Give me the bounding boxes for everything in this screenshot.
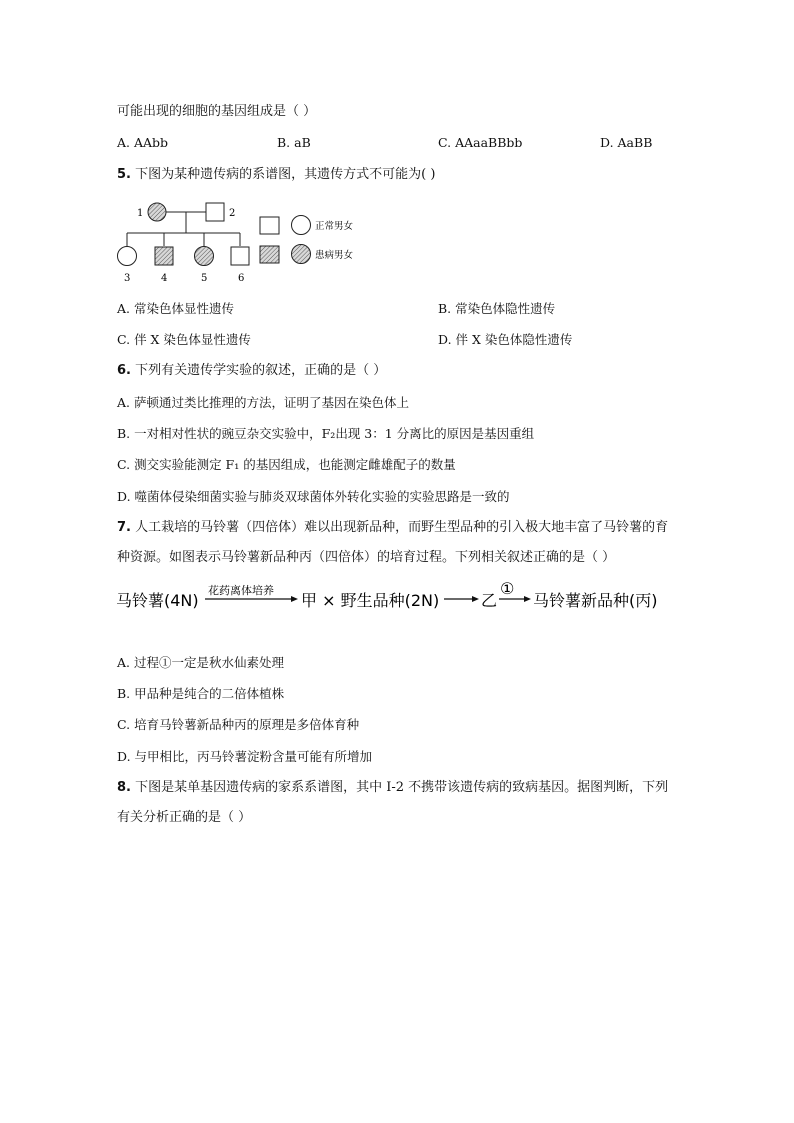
legend-male-normal: [260, 217, 279, 234]
q5-option-a: A. 常染色体显性遗传: [117, 301, 234, 316]
q5-option-b: B. 常染色体隐性遗传: [438, 301, 556, 316]
pedigree-female-5-affected: [195, 247, 214, 266]
pedigree-female-1-affected: [148, 203, 166, 221]
pedigree-label-5: 5: [201, 273, 208, 284]
pedigree-male-6-normal: [231, 247, 249, 265]
pedigree-label-3: 3: [124, 273, 131, 284]
legend-male-affected: [260, 246, 279, 263]
pedigree-label-6: 6: [238, 273, 245, 284]
pedigree-female-3-normal: [118, 247, 137, 266]
q7-option-b: B. 甲品种是纯合的二倍体植株: [117, 686, 285, 701]
q8-stem-line1: [117, 779, 668, 797]
legend-affected-label: 患病男女: [315, 250, 354, 261]
scheme-end: 马铃薯新品种(丙): [533, 591, 658, 610]
q6-stem-text: 下列有关遗传学实验的叙述，正确的是（ ）: [130, 363, 387, 378]
q5-option-c: C. 伴 X 染色体显性遗传: [117, 332, 251, 347]
q7-stem-line1: [117, 519, 668, 537]
legend-female-affected: [292, 245, 311, 264]
q6-option-c: C. 测交实验能测定 F₁ 的基因组成，也能测定雌雄配子的数量: [117, 457, 456, 472]
scheme-arrow1-label: 花药离体培养: [208, 584, 274, 597]
q4-stem-tail: 可能出现的细胞的基因组成是（ ）: [117, 104, 317, 119]
q4-option-a: A. AAbb: [117, 135, 169, 150]
q5-pedigree: [112, 196, 372, 288]
q7-option-c: C. 培育马铃薯新品种丙的原理是多倍体育种: [117, 717, 360, 732]
q4-option-d: D. AaBB: [600, 135, 653, 150]
q7-option-a: A. 过程①一定是秋水仙素处理: [117, 655, 284, 670]
q8-stem-text-1: 下图是某单基因遗传病的家系系谱图，其中 I-2 不携带该遗传病的致病基因。据图判断，下列: [130, 780, 669, 795]
q5-number: 5.: [117, 167, 131, 182]
scheme-start: 马铃薯(4N): [116, 591, 199, 610]
q5-stem-text: 下图为某种遗传病的系谱图，其遗传方式不可能为( ): [130, 167, 436, 182]
q6-stem: [117, 362, 386, 380]
legend-female-normal: [292, 216, 311, 235]
q6-option-a: A. 萨顿通过类比推理的方法，证明了基因在染色体上: [117, 395, 409, 410]
q4-option-b: B. aB: [277, 135, 311, 150]
pedigree-male-2-normal: [206, 203, 224, 221]
pedigree-label-1: 1: [137, 208, 144, 219]
pedigree-label-4: 4: [161, 273, 168, 284]
q5-stem: [117, 166, 435, 184]
scheme-middle2: 乙: [481, 591, 498, 610]
q5-option-d: D. 伴 X 染色体隐性遗传: [438, 332, 573, 347]
q6-option-b: B. 一对相对性状的豌豆杂交实验中，F₂出现 3：1 分离比的原因是基因重组: [117, 426, 535, 441]
q8-stem-line2: 有关分析正确的是（ ）: [117, 810, 252, 825]
q4-option-c: C. AAaaBBbb: [438, 135, 523, 150]
q7-stem-text-1: 人工栽培的马铃薯（四倍体）难以出现新品种，而野生型品种的引入极大地丰富了马铃薯的育: [130, 520, 669, 535]
q7-option-d: D. 与甲相比，丙马铃薯淀粉含量可能有所增加: [117, 749, 373, 764]
q7-number: 7.: [117, 520, 131, 535]
legend-normal-label: 正常男女: [315, 221, 354, 232]
q8-number: 8.: [117, 780, 131, 795]
pedigree-male-4-affected: [155, 247, 173, 265]
q7-breeding-scheme: [116, 580, 676, 620]
q7-stem-line2: 种资源。如图表示马铃薯新品种丙（四倍体）的培育过程。下列相关叙述正确的是（ ）: [117, 550, 616, 565]
scheme-arrow3-label: ①: [500, 580, 515, 598]
pedigree-label-2: 2: [229, 208, 236, 219]
q6-option-d: D. 噬菌体侵染细菌实验与肺炎双球菌体外转化实验的实验思路是一致的: [117, 489, 510, 504]
scheme-mid: 甲 × 野生品种(2N): [301, 591, 440, 610]
q6-number: 6.: [117, 363, 131, 378]
